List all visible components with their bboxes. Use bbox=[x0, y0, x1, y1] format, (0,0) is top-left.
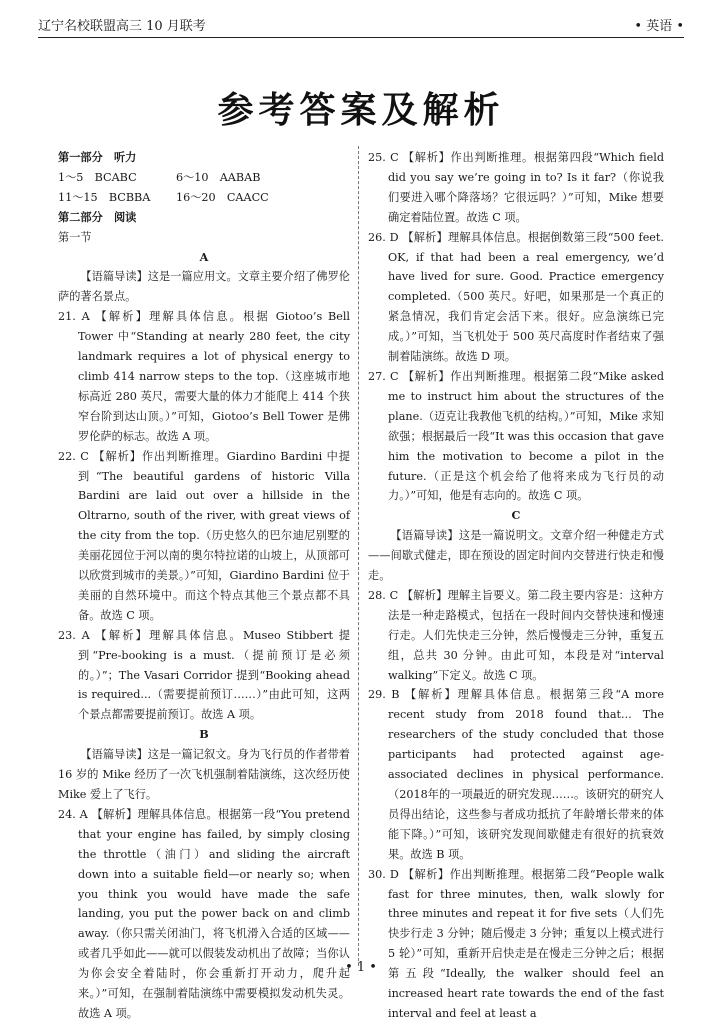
answer-21: 21. A 【解析】理解具体信息。根据 Giotoo’s Bell Tower 中“Standing at nearly 280 feet, the city landmark requires a lot of physical energy to climb 414 narrow steps to the top.（这座城市地标高近 280 英尺，需要大量的体力才能爬上 414 个狭窄台阶到达山顶。）”可知，Giotoo’s Bell Tower 是佛罗伦萨的标志。故选 A 项。 bbox=[58, 310, 350, 443]
answer-row bbox=[58, 168, 350, 188]
section1-heading: 第一节 bbox=[58, 230, 92, 244]
passage-a-label: A bbox=[199, 249, 209, 264]
subject-label: • 英语 • bbox=[634, 19, 684, 34]
passage-a-intro: 【语篇导读】这是一篇应用文。文章主要介绍了佛罗伦萨的著名景点。 bbox=[58, 270, 350, 304]
left-column bbox=[58, 148, 350, 1024]
column-divider bbox=[358, 146, 359, 966]
answer-23: 23. A 【解析】理解具体信息。Museo Stibbert 提到“Pre-booking is a must.（提前预订是必须的。）”；The Vasari Corridor 提到“Booking ahead is required...（需要提前预订……）”由此可知，这两个景点都需要提前预订。故选 A 项。 bbox=[58, 628, 350, 722]
passage-b-intro: 【语篇导读】这是一篇记叙文。身为飞行员的作者带着 16 岁的 Mike 经历了一次飞机强制着陆演练，这次经历使 Mike 爱上了飞行。 bbox=[58, 748, 350, 801]
answer-29: 29. B 【解析】理解具体信息。根据第三段“A more recent study from 2018 found that... The researchers of the study concluded that those participants had protected against age-associated declines in physical performance.（2018年的一项最近的研究发现……。该研究的研究人员得出结论，这些参与者成功抵抗了年龄增长带来的体能下降。）”可知，该研究发现间歇健走有很好的抗衰效果。故选 B 项。 bbox=[368, 688, 664, 861]
passage-c-label: C bbox=[511, 508, 521, 523]
answer-27: 27. C 【解析】作出判断推理。根据第二段“Mike asked me to instruct him about the structures of the plane.（迈克让我教他飞机的结构。）”可知，Mike 求知欲强；根据最后一段“It was this occasion that gave him the motivation to become a pilot in the future.（正是这个机会给了他将来成为飞行员的动力。）”可知，他是有志向的。故选 C 项。 bbox=[368, 369, 664, 503]
answer-cell: 6～10 AABAB bbox=[176, 170, 261, 184]
answer-30: 30. D 【解析】作出判断推理。根据第二段“People walk fast for three minutes, then, walk slowly for three minutes and repeat it for five sets（人们先快步行走 3 分钟；随后慢走 3 分钟；重复以上模式进行 5 轮）”可知，重新开启快走是在慢走三分钟之后；根据第五段“Ideally, the walker should feel an increased heart rate towards the end of the fast interval and feel at least a bbox=[368, 867, 664, 1020]
page-title: 参考答案及解析 bbox=[217, 90, 505, 131]
answer-24: 24. A 【解析】理解具体信息。根据第一段“You pretend that your engine has failed, by simply closing the throttle（油门）and sliding the aircraft down into a suitable field—or nearly so; when you think you would have made the safe landing, you put the power back on and climb away.（你只需关闭油门，将飞机滑入合适的区域——或者几乎如此——就可以假装发动机出了故障；当你认为你会安全着陆时，你会重新打开动力，爬升起来。）”可知，在强制着陆演练中需要模拟发动机失灵。故选 A 项。 bbox=[58, 807, 350, 1020]
answer-row bbox=[58, 188, 350, 208]
answer-cell: 11～15 BCBBA bbox=[58, 190, 151, 204]
page-header bbox=[38, 12, 684, 38]
answer-cell: 16～20 CAACC bbox=[176, 190, 269, 204]
passage-c-intro: 【语篇导读】这是一篇说明文。文章介绍一种健走方式——间歇式健走，即在预设的固定时间内交替进行快走和慢走。 bbox=[368, 529, 664, 583]
right-column bbox=[368, 148, 664, 1024]
page-number: • 1 • bbox=[345, 960, 377, 975]
passage-b-label: B bbox=[199, 727, 209, 742]
answer-cell: 1～5 BCABC bbox=[58, 170, 137, 184]
exam-name: 辽宁名校联盟高三 10 月联考 bbox=[38, 19, 206, 34]
answer-25: 25. C 【解析】作出判断推理。根据第四段“Which field did you say we’re going in to? Is it far?（你说我们要进入哪个降落场？它很远吗？）”可知，Mike 想要确定着陆位置。故选 C 项。 bbox=[368, 151, 664, 224]
answer-28: 28. C 【解析】理解主旨要义。第二段主要内容是：这种方法是一种走路模式，包括在一段时间内交替快速和慢速行走。人们先快走三分钟，然后慢慢走三分钟，重复五组，总共 30 分钟。由此可知，本段是对“interval walking”下定义。故选 C 项。 bbox=[368, 588, 664, 682]
part1-heading: 第一部分 听力 bbox=[58, 150, 137, 164]
answer-26: 26. D 【解析】理解具体信息。根据倒数第三段“500 feet. OK, if that had been a real emergency, we’d have lived for sure. Good. Practice emergency completed.（500 英尺。好吧，如果那是一个真正的紧急情况，我们肯定会活下来。很好。应急演练已完成。）”可知，当飞机处于 500 英尺高度时作者结束了强制着陆演练。故选 D 项。 bbox=[368, 230, 664, 364]
part2-heading: 第二部分 阅读 bbox=[58, 209, 137, 224]
answer-22: 22. C 【解析】作出判断推理。Giardino Bardini 中提到“The beautiful gardens of historic Villa Bardini are laid out over a hillside in the Oltrarno, south of the river, with great views of the city from the top.（历史悠久的巴尔迪尼别墅的美丽花园位于河以南的奥尔特拉诺的山坡上，从顶部可以欣赏到城市的美景。）”可知，Giardino Bardini 位于美丽的自然环境中。而这个特点其他三个景点都不具备。故选 C 项。 bbox=[58, 449, 350, 622]
